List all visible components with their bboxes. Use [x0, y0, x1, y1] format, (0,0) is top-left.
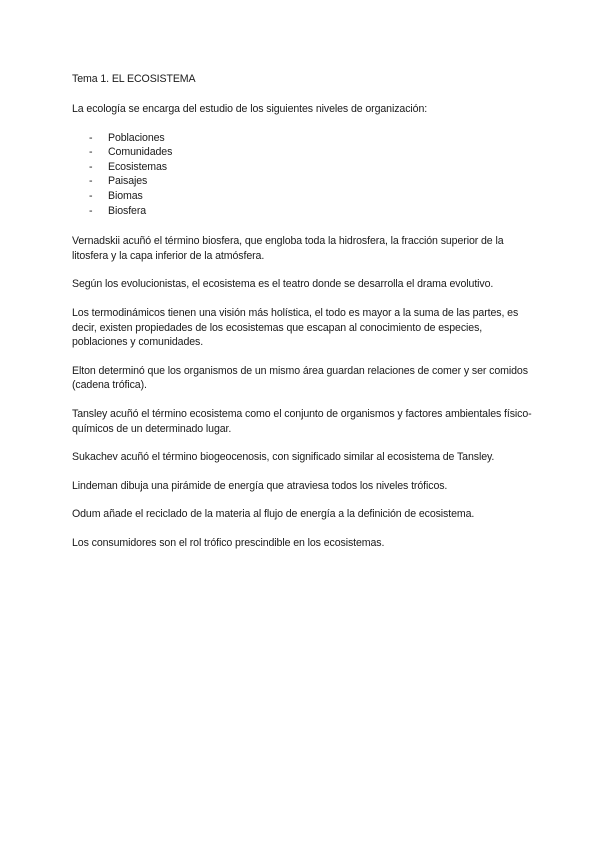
list-item [89, 160, 532, 175]
list-item [89, 204, 532, 219]
list-item [89, 174, 532, 189]
level-label: Poblaciones [108, 131, 165, 144]
paragraph-vernadskii: Vernadskii acuñó el término biosfera, que engloba toda la hidrosfera, la fracción superior de la litosfera y la capa inferior de la atmósfera. [72, 235, 504, 262]
paragraph-tansley: Tansley acuñó el término ecosistema como el conjunto de organismos y factores ambientales físico-químicos de un determinado lugar. [72, 407, 532, 435]
list-item [89, 189, 532, 204]
list-bullet: - [89, 146, 93, 159]
list-item [89, 131, 532, 146]
paragraph-sukachev: Sukachev acuñó el término biogeocenosis, con significado similar al ecosistema de Tansley. [72, 451, 495, 464]
organization-levels-list [72, 131, 532, 219]
list-item [89, 145, 532, 160]
list-bullet: - [89, 175, 93, 188]
list-bullet: - [89, 189, 93, 202]
level-label: Paisajes [108, 175, 148, 188]
list-bullet: - [89, 160, 93, 173]
paragraph-consumidores: Los consumidores son el rol trófico prescindible en los ecosistemas. [72, 536, 385, 549]
paragraph-elton: Elton determinó que los organismos de un mismo área guardan relaciones de comer y ser comidos (cadena trófica). [72, 364, 528, 392]
level-label: Biomas [108, 189, 143, 202]
paragraph-termodinamicos: Los termodinámicos tienen una visión más holística, el todo es mayor a la suma de las partes, es decir, existen propiedades de los ecosistemas que escapan al conocimiento de especies, poblaciones y comunidades. [72, 306, 519, 349]
level-label: Comunidades [108, 146, 173, 159]
intro-paragraph: La ecología se encarga del estudio de los siguientes niveles de organización: [72, 103, 428, 115]
list-bullet: - [89, 204, 93, 217]
paragraph-odum: Odum añade el reciclado de la materia al flujo de energía a la definición de ecosistema. [72, 508, 475, 521]
document-title: Tema 1. EL ECOSISTEMA [72, 73, 196, 85]
document-body [72, 72, 532, 564]
paragraph-evolucionistas: Según los evolucionistas, el ecosistema es el teatro donde se desarrolla el drama evolutivo. [72, 278, 494, 291]
level-label: Biosfera [108, 204, 147, 217]
paragraph-lindeman: Lindeman dibuja una pirámide de energía que atraviesa todos los niveles tróficos. [72, 479, 448, 492]
list-bullet: - [89, 131, 93, 144]
level-label: Ecosistemas [108, 160, 167, 173]
